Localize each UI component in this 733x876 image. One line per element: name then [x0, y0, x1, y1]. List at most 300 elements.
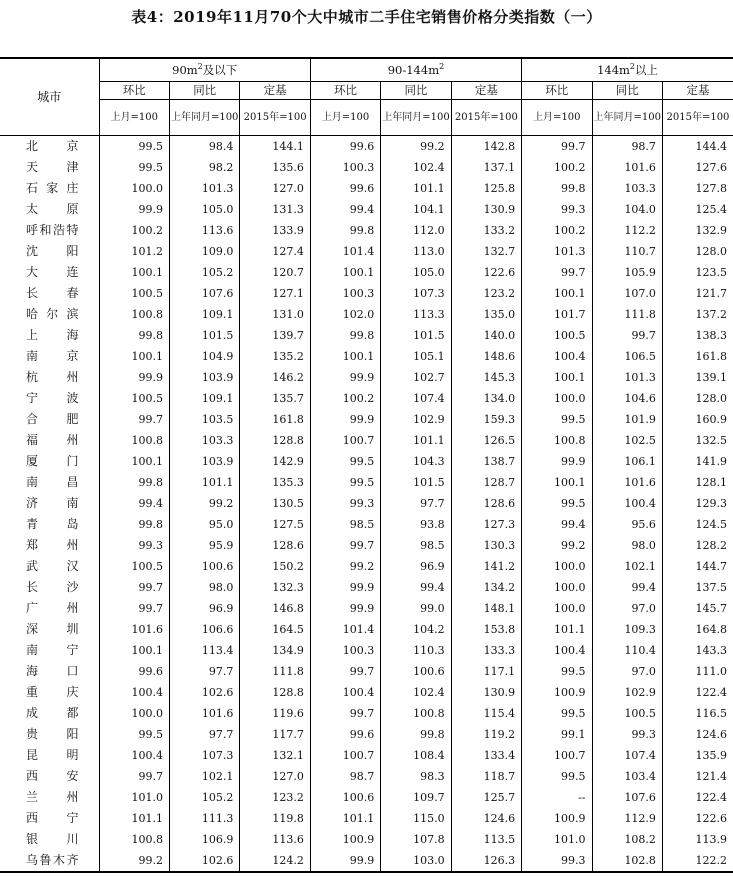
city-name: 杭州 [26, 370, 79, 384]
index-value: 130.9 [451, 682, 521, 703]
index-value: 101.0 [522, 829, 592, 850]
index-value: 102.0 [310, 304, 380, 325]
index-value: 99.5 [522, 661, 592, 682]
city-name: 厦门 [26, 454, 79, 468]
index-value: 100.0 [522, 598, 592, 619]
table-row [0, 451, 733, 472]
index-value: 133.4 [451, 745, 521, 766]
table-row [0, 220, 733, 241]
index-value: 134.0 [451, 388, 521, 409]
city-name: 天津 [26, 160, 79, 174]
index-value: 128.8 [240, 682, 310, 703]
index-value: 98.4 [169, 136, 239, 158]
city-name: 青岛 [26, 517, 79, 531]
index-value: 99.7 [310, 661, 380, 682]
index-value: 126.3 [451, 850, 521, 872]
city-name: 福州 [26, 433, 79, 447]
table-row [0, 304, 733, 325]
index-value: 144.1 [240, 136, 310, 158]
table-row [0, 514, 733, 535]
index-value: 102.1 [592, 556, 662, 577]
index-value: 135.2 [240, 346, 310, 367]
index-value: 132.9 [662, 220, 733, 241]
index-value: 100.2 [522, 157, 592, 178]
index-value: 100.5 [99, 283, 169, 304]
index-value: 125.7 [451, 787, 521, 808]
index-value: 105.1 [381, 346, 451, 367]
index-value: 104.9 [169, 346, 239, 367]
index-value: 99.4 [592, 577, 662, 598]
index-value: 97.7 [169, 724, 239, 745]
index-value: 99.5 [522, 703, 592, 724]
index-value: 132.1 [240, 745, 310, 766]
city-name: 昆明 [26, 748, 79, 762]
index-value: 109.1 [169, 388, 239, 409]
index-value: 104.3 [381, 451, 451, 472]
index-value: 99.9 [99, 367, 169, 388]
index-value: 99.5 [310, 472, 380, 493]
index-value: 137.1 [451, 157, 521, 178]
table-row [0, 325, 733, 346]
index-value: 124.6 [662, 724, 733, 745]
index-value: 100.6 [381, 661, 451, 682]
index-value: 121.7 [662, 283, 733, 304]
index-value: 113.3 [381, 304, 451, 325]
index-value: 99.5 [310, 451, 380, 472]
table-row [0, 766, 733, 787]
index-value: 127.0 [240, 178, 310, 199]
city-name: 北京 [26, 139, 79, 153]
index-value: 101.4 [310, 619, 380, 640]
index-value: 150.2 [240, 556, 310, 577]
city-name: 海口 [26, 664, 79, 678]
table-row [0, 157, 733, 178]
index-value: 98.0 [169, 577, 239, 598]
sub-header-fixed-base: 定基 [240, 82, 310, 100]
index-value: 127.4 [240, 241, 310, 262]
index-value: 137.2 [662, 304, 733, 325]
index-value: 145.3 [451, 367, 521, 388]
index-value: 107.4 [381, 388, 451, 409]
index-value: 100.5 [99, 388, 169, 409]
index-value: 111.8 [240, 661, 310, 682]
index-value: 119.2 [451, 724, 521, 745]
index-value: 132.3 [240, 577, 310, 598]
index-value: 99.2 [310, 556, 380, 577]
index-value: 144.7 [662, 556, 733, 577]
index-value: 99.2 [522, 535, 592, 556]
index-value: 111.3 [169, 808, 239, 829]
sub-header-fixed-base: 定基 [451, 82, 521, 100]
index-value: 101.6 [592, 157, 662, 178]
index-value: 99.2 [169, 493, 239, 514]
index-value: 100.2 [522, 220, 592, 241]
index-value: 134.2 [451, 577, 521, 598]
table-row [0, 682, 733, 703]
table-row [0, 409, 733, 430]
index-value: 100.5 [592, 703, 662, 724]
index-value: 99.7 [99, 766, 169, 787]
index-value: 123.5 [662, 262, 733, 283]
index-value: 101.7 [522, 304, 592, 325]
index-value: 101.3 [592, 367, 662, 388]
sub-header-mom: 环比 [522, 82, 592, 100]
index-value: 125.4 [662, 199, 733, 220]
index-value: 117.7 [240, 724, 310, 745]
index-value: 113.4 [169, 640, 239, 661]
index-value: 113.9 [662, 829, 733, 850]
city-name: 成都 [26, 706, 79, 720]
table-row [0, 472, 733, 493]
index-value: 99.3 [99, 535, 169, 556]
index-value: 142.9 [240, 451, 310, 472]
table-row [0, 367, 733, 388]
table-row [0, 787, 733, 808]
index-value: 120.7 [240, 262, 310, 283]
table-header [0, 58, 733, 136]
city-name: 大连 [26, 265, 79, 279]
index-value: 143.3 [662, 640, 733, 661]
index-value: 101.6 [99, 619, 169, 640]
index-value: 100.9 [310, 829, 380, 850]
table-row [0, 535, 733, 556]
index-value: 112.0 [381, 220, 451, 241]
city-name: 贵阳 [26, 727, 79, 741]
index-value: 110.3 [381, 640, 451, 661]
index-value: 160.9 [662, 409, 733, 430]
index-value: 100.2 [310, 388, 380, 409]
base-header-2015: 2015年=100 [451, 100, 521, 136]
index-value: 105.2 [169, 262, 239, 283]
index-value: 99.6 [310, 724, 380, 745]
index-value: 100.1 [99, 262, 169, 283]
index-value: 100.4 [522, 346, 592, 367]
index-value: 110.4 [592, 640, 662, 661]
index-value: 131.0 [240, 304, 310, 325]
index-value: 142.8 [451, 136, 521, 158]
table-row [0, 745, 733, 766]
index-value: 105.9 [592, 262, 662, 283]
index-value: 128.8 [240, 430, 310, 451]
city-name: 广州 [26, 601, 79, 615]
index-value: 108.2 [592, 829, 662, 850]
index-value: 100.1 [99, 451, 169, 472]
index-value: 109.1 [169, 304, 239, 325]
index-value: 98.5 [310, 514, 380, 535]
index-value: 100.8 [99, 430, 169, 451]
index-value: 97.0 [592, 661, 662, 682]
index-value: 109.7 [381, 787, 451, 808]
index-value: 99.8 [522, 178, 592, 199]
table-row [0, 850, 733, 872]
index-value: 98.7 [592, 136, 662, 158]
index-value: 100.6 [169, 556, 239, 577]
index-value: 103.5 [169, 409, 239, 430]
index-value: 99.6 [310, 178, 380, 199]
index-value: 106.6 [169, 619, 239, 640]
index-value: 161.8 [240, 409, 310, 430]
index-value: 127.5 [240, 514, 310, 535]
index-value: 101.1 [381, 178, 451, 199]
table-body [0, 136, 733, 873]
index-value: 100.0 [99, 178, 169, 199]
index-value: 102.6 [169, 850, 239, 872]
index-value: 99.4 [310, 199, 380, 220]
table-row [0, 493, 733, 514]
index-value: 127.1 [240, 283, 310, 304]
table-title: 表4：2019年11月70个大中城市二手住宅销售价格分类指数（一） [131, 8, 602, 26]
index-value: 99.9 [310, 850, 380, 872]
index-value: 101.1 [310, 808, 380, 829]
index-value: 122.4 [662, 787, 733, 808]
index-value: 99.5 [522, 409, 592, 430]
price-index-table [0, 57, 733, 873]
index-value: 99.9 [310, 409, 380, 430]
index-value: 100.4 [310, 682, 380, 703]
index-value: 111.0 [662, 661, 733, 682]
index-value: 97.0 [592, 598, 662, 619]
sub-header-yoy: 同比 [592, 82, 662, 100]
index-value: 153.8 [451, 619, 521, 640]
base-header-prev-month: 上月=100 [310, 100, 380, 136]
index-value: 161.8 [662, 346, 733, 367]
table-row [0, 136, 733, 158]
index-value: 115.4 [451, 703, 521, 724]
sub-header-mom: 环比 [310, 82, 380, 100]
index-value: 126.5 [451, 430, 521, 451]
index-value: 99.7 [592, 325, 662, 346]
index-value: 128.1 [662, 472, 733, 493]
sub-header-yoy: 同比 [169, 82, 239, 100]
index-value: 101.1 [522, 619, 592, 640]
index-value: 122.2 [662, 850, 733, 872]
city-column-header: 城市 [0, 58, 99, 136]
index-value: 125.8 [451, 178, 521, 199]
index-value: 100.7 [310, 430, 380, 451]
index-value: 93.8 [381, 514, 451, 535]
city-name: 济南 [26, 496, 79, 510]
index-value: 106.9 [169, 829, 239, 850]
index-value: 115.0 [381, 808, 451, 829]
index-value: 99.3 [522, 199, 592, 220]
index-value: 123.2 [451, 283, 521, 304]
index-value: 99.2 [381, 136, 451, 158]
index-value: 95.6 [592, 514, 662, 535]
table-row [0, 178, 733, 199]
table-row [0, 430, 733, 451]
index-value: 121.4 [662, 766, 733, 787]
index-value: 99.8 [99, 472, 169, 493]
index-value: 102.4 [381, 157, 451, 178]
index-value: 101.6 [592, 472, 662, 493]
table-row [0, 640, 733, 661]
index-value: 132.5 [662, 430, 733, 451]
base-header-prev-year: 上年同月=100 [381, 100, 451, 136]
index-value: 117.1 [451, 661, 521, 682]
index-value: 100.0 [99, 703, 169, 724]
index-value: 139.7 [240, 325, 310, 346]
index-value: 107.0 [592, 283, 662, 304]
index-value: 113.6 [169, 220, 239, 241]
index-value: 146.2 [240, 367, 310, 388]
index-value: 104.0 [592, 199, 662, 220]
base-header-prev-month: 上月=100 [522, 100, 592, 136]
index-value: 119.8 [240, 808, 310, 829]
index-value: -- [522, 787, 592, 808]
index-value: 99.3 [592, 724, 662, 745]
index-value: 128.6 [451, 493, 521, 514]
index-value: 99.8 [310, 220, 380, 241]
table-row [0, 283, 733, 304]
group-header-medium: $90-144m^2$ [310, 58, 521, 82]
index-value: 102.1 [169, 766, 239, 787]
index-value: 124.6 [451, 808, 521, 829]
index-value: 128.7 [451, 472, 521, 493]
index-value: 164.8 [662, 619, 733, 640]
index-value: 99.5 [99, 136, 169, 158]
base-header-prev-year: 上年同月=100 [592, 100, 662, 136]
table-row [0, 808, 733, 829]
index-value: 104.2 [381, 619, 451, 640]
city-name: 兰州 [26, 790, 79, 804]
index-value: 131.3 [240, 199, 310, 220]
index-value: 102.5 [592, 430, 662, 451]
index-value: 99.9 [310, 598, 380, 619]
index-value: 100.8 [381, 703, 451, 724]
index-value: 122.6 [451, 262, 521, 283]
index-value: 99.4 [381, 577, 451, 598]
index-value: 100.4 [522, 640, 592, 661]
index-value: 100.4 [592, 493, 662, 514]
index-value: 159.3 [451, 409, 521, 430]
city-name: 西宁 [26, 811, 79, 825]
index-value: 101.9 [592, 409, 662, 430]
index-value: 99.8 [99, 514, 169, 535]
index-value: 102.7 [381, 367, 451, 388]
index-value: 100.1 [522, 472, 592, 493]
index-value: 95.9 [169, 535, 239, 556]
index-value: 100.3 [310, 283, 380, 304]
index-value: 98.0 [592, 535, 662, 556]
index-value: 101.4 [310, 241, 380, 262]
index-value: 106.1 [592, 451, 662, 472]
index-value: 103.4 [592, 766, 662, 787]
index-value: 124.2 [240, 850, 310, 872]
index-value: 97.7 [381, 493, 451, 514]
index-value: 103.0 [381, 850, 451, 872]
index-value: 101.3 [522, 241, 592, 262]
index-value: 100.1 [99, 640, 169, 661]
city-name: 沈阳 [26, 244, 79, 258]
index-value: 107.6 [169, 283, 239, 304]
index-value: 137.5 [662, 577, 733, 598]
city-name: 南京 [26, 349, 79, 363]
index-value: 135.7 [240, 388, 310, 409]
index-value: 135.9 [662, 745, 733, 766]
index-value: 113.6 [240, 829, 310, 850]
index-value: 105.0 [169, 199, 239, 220]
index-value: 100.5 [99, 556, 169, 577]
index-value: 103.9 [169, 367, 239, 388]
table-row [0, 598, 733, 619]
table-row [0, 199, 733, 220]
index-value: 119.6 [240, 703, 310, 724]
index-value: 104.1 [381, 199, 451, 220]
index-value: 102.9 [592, 682, 662, 703]
index-value: 109.3 [592, 619, 662, 640]
price-index-table-container [0, 57, 733, 873]
table-row [0, 262, 733, 283]
table-row [0, 661, 733, 682]
table-row [0, 724, 733, 745]
index-value: 99.7 [310, 703, 380, 724]
city-name: 西安 [26, 769, 79, 783]
index-value: 145.7 [662, 598, 733, 619]
index-value: 100.5 [522, 325, 592, 346]
index-value: 101.1 [169, 472, 239, 493]
table-row [0, 556, 733, 577]
index-value: 128.6 [240, 535, 310, 556]
index-value: 113.0 [381, 241, 451, 262]
index-value: 100.8 [522, 430, 592, 451]
index-value: 100.0 [522, 388, 592, 409]
index-value: 138.3 [662, 325, 733, 346]
index-value: 99.3 [522, 850, 592, 872]
index-value: 103.9 [169, 451, 239, 472]
sub-header-fixed-base: 定基 [662, 82, 733, 100]
index-value: 112.9 [592, 808, 662, 829]
city-name: 长春 [26, 286, 79, 300]
city-name: 武汉 [26, 559, 79, 573]
base-header-prev-month: 上月=100 [99, 100, 169, 136]
index-value: 99.7 [99, 598, 169, 619]
index-value: 100.6 [310, 787, 380, 808]
sub-header-mom: 环比 [99, 82, 169, 100]
city-name: 长沙 [26, 580, 79, 594]
index-value: 128.2 [662, 535, 733, 556]
city-name: 南昌 [26, 475, 79, 489]
index-value: 100.4 [99, 682, 169, 703]
index-value: 128.0 [662, 241, 733, 262]
index-value: 133.9 [240, 220, 310, 241]
index-value: 99.8 [99, 325, 169, 346]
index-value: 99.8 [381, 724, 451, 745]
index-value: 99.9 [522, 451, 592, 472]
index-value: 101.0 [99, 787, 169, 808]
index-value: 105.0 [381, 262, 451, 283]
table-row [0, 619, 733, 640]
index-value: 99.3 [310, 493, 380, 514]
index-value: 138.7 [451, 451, 521, 472]
city-name: 乌鲁木齐 [0, 850, 99, 872]
index-value: 96.9 [381, 556, 451, 577]
index-value: 99.4 [99, 493, 169, 514]
index-value: 100.8 [99, 304, 169, 325]
index-value: 100.3 [310, 640, 380, 661]
index-value: 118.7 [451, 766, 521, 787]
index-value: 98.5 [381, 535, 451, 556]
index-value: 99.8 [310, 325, 380, 346]
index-value: 100.4 [99, 745, 169, 766]
table-row [0, 703, 733, 724]
index-value: 99.6 [310, 136, 380, 158]
index-value: 103.3 [592, 178, 662, 199]
city-name: 银川 [26, 832, 79, 846]
index-value: 107.4 [592, 745, 662, 766]
index-value: 100.2 [99, 220, 169, 241]
index-value: 98.3 [381, 766, 451, 787]
index-value: 135.6 [240, 157, 310, 178]
